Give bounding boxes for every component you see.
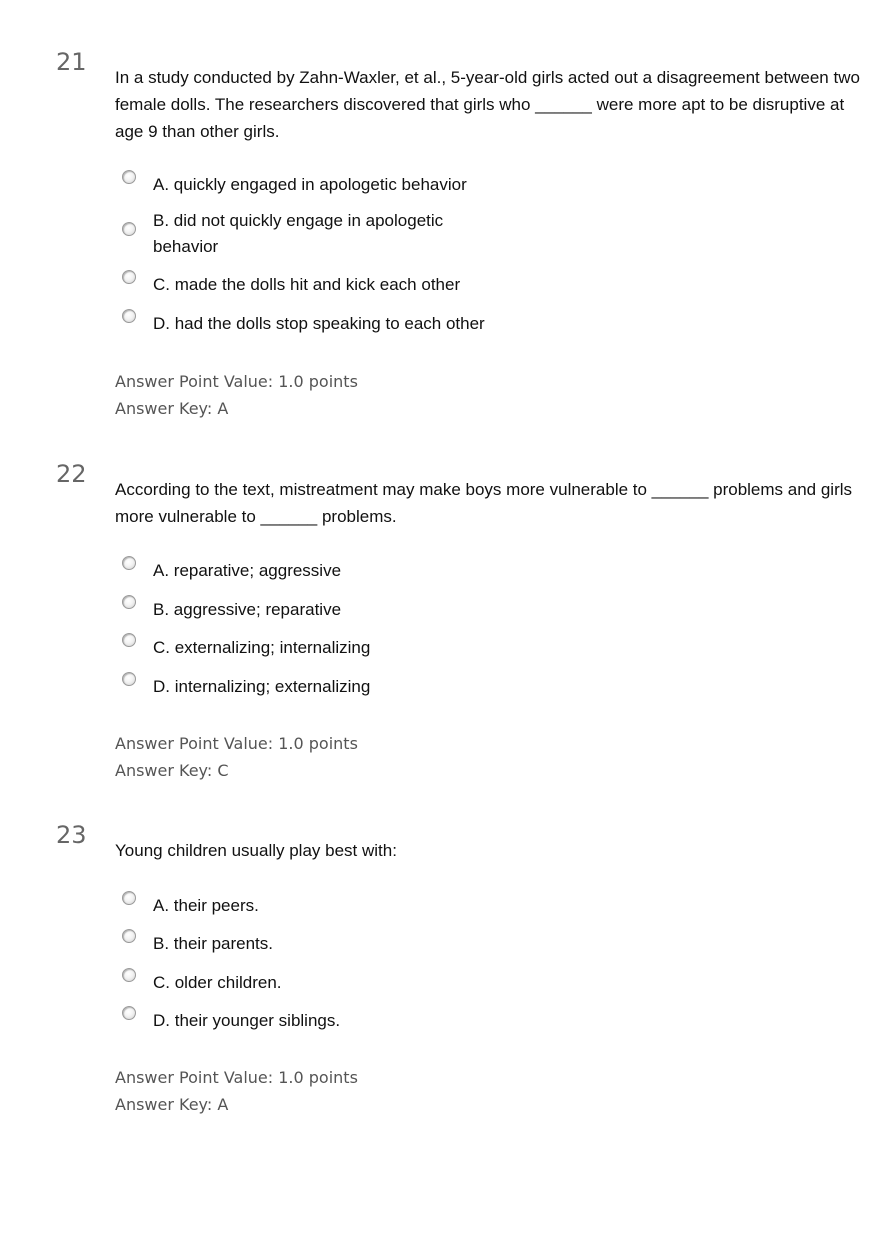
radio-button-icon[interactable] (122, 1006, 136, 1020)
radio-button-icon[interactable] (122, 672, 136, 686)
answer-key: Answer Key: A (115, 399, 229, 418)
radio-button-icon[interactable] (122, 170, 136, 184)
choice-b[interactable] (122, 595, 542, 623)
choice-label: A. quickly engaged in apologetic behavior (153, 175, 467, 194)
radio-button-icon[interactable] (122, 891, 136, 905)
radio-button-icon[interactable] (122, 595, 136, 609)
answer-point-value: Answer Point Value: 1.0 points (115, 372, 358, 391)
choice-d[interactable] (122, 1006, 542, 1034)
choice-label: A. their peers. (153, 896, 259, 915)
choice-c[interactable] (122, 968, 542, 996)
choice-label: D. their younger siblings. (153, 1011, 341, 1030)
answer-key: Answer Key: A (115, 1095, 229, 1114)
choice-b[interactable] (122, 211, 542, 260)
radio-button-icon[interactable] (122, 556, 136, 570)
choice-label: C. made the dolls hit and kick each other (153, 275, 461, 294)
choice-a[interactable] (122, 556, 542, 584)
choice-label: B. their parents. (153, 934, 274, 953)
answer-point-value: Answer Point Value: 1.0 points (115, 734, 358, 753)
choice-d[interactable] (122, 309, 542, 337)
choice-d[interactable] (122, 672, 542, 700)
choice-label: B. aggressive; reparative (153, 600, 342, 619)
choice-label: A. reparative; aggressive (153, 561, 342, 580)
radio-button-icon[interactable] (122, 968, 136, 982)
question-text: Young children usually play best with: (115, 841, 397, 860)
radio-button-icon[interactable] (122, 929, 136, 943)
question-text: According to the text, mistreatment may make boys more vulnerable to ______ problems and girls more vulnerable to ______ problems. (115, 480, 853, 526)
radio-button-icon[interactable] (122, 270, 136, 284)
question-number: 23 (56, 821, 87, 849)
radio-button-icon[interactable] (122, 309, 136, 323)
question-number: 22 (56, 460, 87, 488)
choice-a[interactable] (122, 891, 542, 919)
choice-label: C. externalizing; internalizing (153, 638, 371, 657)
answer-point-value: Answer Point Value: 1.0 points (115, 1068, 358, 1087)
question-text: In a study conducted by Zahn-Waxler, et al., 5-year-old girls acted out a disagreement between two female dolls. The researchers discovered that girls who ______ were more apt to be disruptive at age 9 than other girls. (115, 68, 860, 141)
choice-a[interactable] (122, 170, 542, 198)
choice-label: B. did not quickly engage in apologetic behavior (153, 211, 444, 256)
choice-label: C. older children. (153, 973, 282, 992)
choice-c[interactable] (122, 270, 542, 298)
question-number: 21 (56, 48, 87, 76)
choice-label: D. internalizing; externalizing (153, 677, 371, 696)
radio-button-icon[interactable] (122, 222, 136, 236)
choice-c[interactable] (122, 633, 542, 661)
answer-key: Answer Key: C (115, 761, 229, 780)
choice-b[interactable] (122, 929, 542, 957)
choice-label: D. had the dolls stop speaking to each other (153, 314, 485, 333)
radio-button-icon[interactable] (122, 633, 136, 647)
